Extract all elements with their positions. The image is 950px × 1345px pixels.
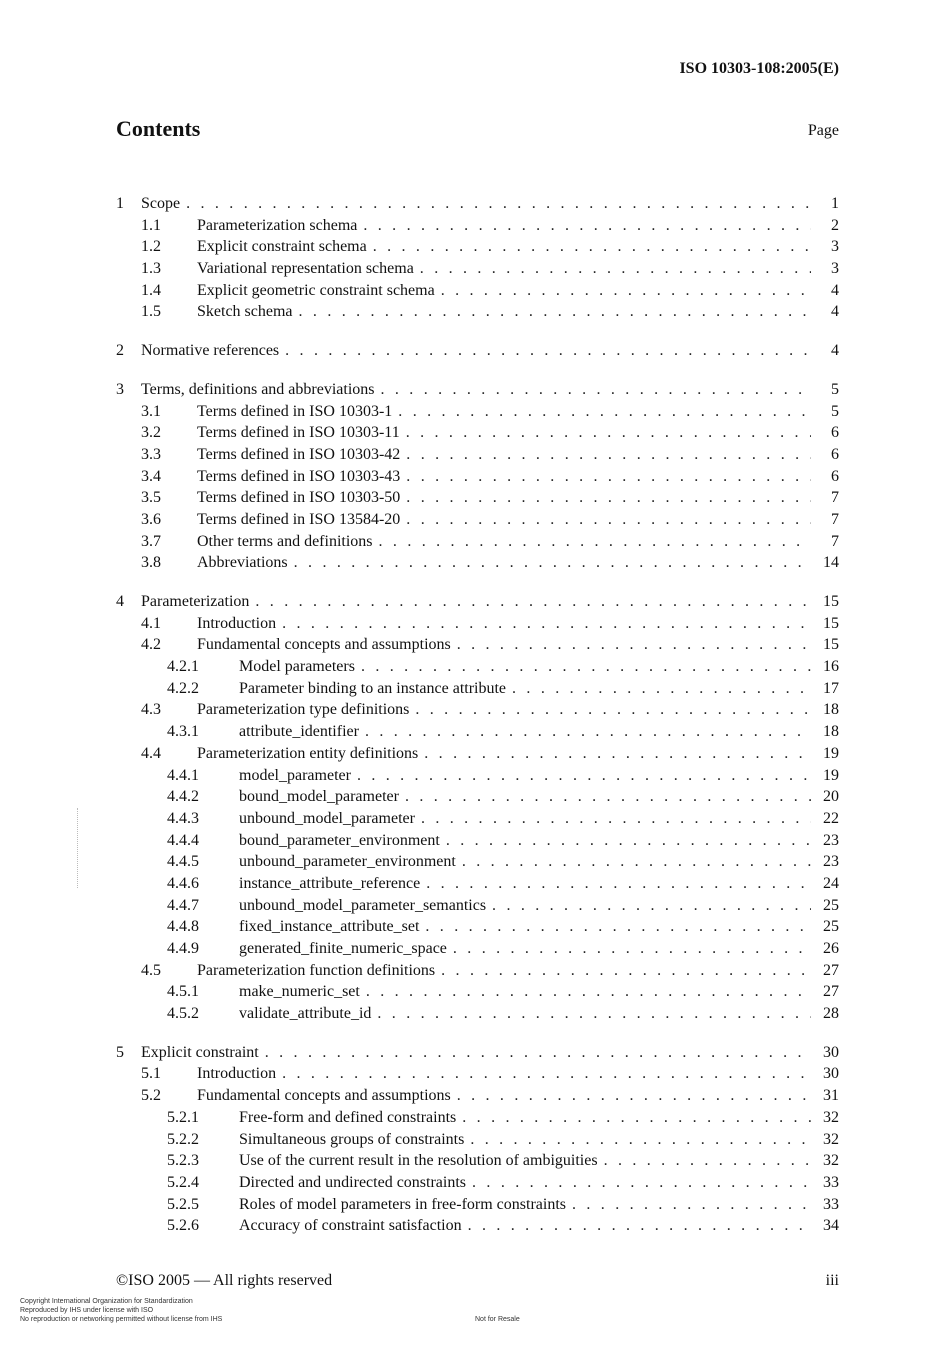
toc-leader-dots (359, 721, 811, 743)
toc-entry-number: 4.3.1 (167, 723, 199, 741)
toc-leader-dots (351, 765, 811, 787)
toc-entry[interactable] (116, 656, 839, 678)
toc-entry-page: 4 (831, 281, 839, 299)
toc-entry[interactable] (116, 1063, 839, 1085)
toc-entry-page: 32 (823, 1152, 839, 1170)
toc-entry-number: 3.2 (141, 424, 161, 442)
toc-entry-page: 27 (823, 961, 839, 979)
toc-entry-title: instance_attribute_reference (239, 874, 421, 892)
toc-leader-dots (259, 1042, 811, 1064)
toc-entry-page: 7 (831, 532, 839, 550)
toc-entry[interactable] (116, 678, 839, 700)
toc-entry-page: 25 (823, 918, 839, 936)
toc-entry-title: Terms defined in ISO 10303-1 (197, 402, 393, 420)
toc-leader-dots (418, 743, 811, 765)
toc-entry-number: 5.2.6 (167, 1217, 199, 1235)
toc-entry[interactable] (116, 591, 839, 613)
toc-entry-title: Accuracy of constraint satisfaction (239, 1217, 462, 1235)
toc-entry-title: Terms defined in ISO 10303-11 (197, 424, 400, 442)
toc-entry-page: 5 (831, 402, 839, 420)
toc-entry-title: Fundamental concepts and assumptions (197, 1087, 451, 1105)
toc-entry-title: unbound_model_parameter (239, 809, 415, 827)
toc-entry-page: 14 (823, 554, 839, 572)
toc-entry-number: 1 (116, 195, 124, 212)
toc-entry[interactable] (116, 613, 839, 635)
toc-entry-page: 19 (823, 766, 839, 784)
toc-entry-number: 5.2.4 (167, 1173, 199, 1191)
toc-leader-dots (293, 301, 811, 323)
toc-entry-page: 4 (831, 303, 839, 321)
toc-entry-number: 3.7 (141, 532, 161, 550)
toc-entry-page: 24 (823, 874, 839, 892)
toc-leader-dots (400, 444, 811, 466)
toc-entry[interactable] (116, 938, 839, 960)
toc-entry-title: Abbreviations (197, 554, 288, 572)
toc-entry-title: Other terms and definitions (197, 532, 373, 550)
toc-entry-title: Normative references (141, 342, 280, 360)
toc-entry-number: 4.5 (141, 961, 161, 979)
copyright-footer: ©ISO 2005 — All rights reserved (116, 1272, 333, 1289)
toc-entry[interactable] (116, 1215, 839, 1237)
toc-entry-number: 5.2.1 (167, 1108, 199, 1126)
toc-entry-number: 3.4 (141, 467, 161, 485)
toc-entry-title: Fundamental concepts and assumptions (197, 636, 451, 654)
toc-entry-number: 5.2 (141, 1087, 161, 1105)
toc-entry-number: 4.4.6 (167, 874, 199, 892)
toc-leader-dots (456, 851, 811, 873)
toc-entry-page: 32 (823, 1130, 839, 1148)
toc-entry-title: Parameterization entity definitions (197, 744, 419, 762)
toc-entry-title: validate_attribute_id (239, 1005, 372, 1023)
toc-entry-number: 4.4.7 (167, 896, 199, 914)
toc-entry-title: Terms defined in ISO 13584-20 (197, 510, 401, 528)
toc-leader-dots (180, 193, 811, 215)
toc-entry[interactable] (116, 301, 839, 323)
toc-entry-page: 2 (831, 216, 839, 234)
toc-entry-page: 7 (831, 510, 839, 528)
toc-entry[interactable] (116, 743, 839, 765)
toc-entry-number: 1.4 (141, 281, 161, 299)
toc-entry[interactable] (116, 1129, 839, 1151)
fine-print-line: No reproduction or networking permitted without license from IHS (20, 1316, 223, 1323)
toc-entry-page: 6 (831, 467, 839, 485)
toc-leader-dots (456, 1107, 811, 1129)
toc-entry-number: 4.4.3 (167, 809, 199, 827)
toc-entry[interactable] (116, 215, 839, 237)
toc-entry-title: Parameterization schema (197, 216, 358, 234)
page-title: Contents (116, 116, 201, 141)
toc-entry-page: 3 (831, 260, 839, 278)
toc-leader-dots (435, 960, 811, 982)
toc-entry[interactable] (116, 830, 839, 852)
toc-entry[interactable] (116, 444, 839, 466)
toc-section-group (116, 340, 839, 362)
toc-leader-dots (400, 509, 811, 531)
toc-entry-title: Variational representation schema (197, 260, 414, 278)
toc-entry[interactable] (116, 487, 839, 509)
toc-entry[interactable] (116, 916, 839, 938)
toc-entry-page: 31 (823, 1087, 839, 1105)
toc-leader-dots (400, 487, 811, 509)
page-column-label: Page (807, 122, 839, 139)
toc-entry-title: Sketch schema (197, 303, 293, 321)
toc-leader-dots (419, 916, 811, 938)
toc-entry-number: 1.1 (141, 216, 161, 234)
toc-entry-title: Parameterization (141, 593, 250, 610)
toc-entry[interactable] (116, 721, 839, 743)
toc-leader-dots (279, 340, 811, 362)
toc-entry-number: 4.4.1 (167, 766, 199, 784)
toc-entry-page: 30 (823, 1065, 839, 1083)
toc-entry-page: 25 (823, 896, 839, 914)
toc-entry[interactable] (116, 236, 839, 258)
toc-entry-page: 23 (823, 853, 839, 871)
toc-entry-page: 6 (831, 445, 839, 463)
toc-entry-title: Scope (141, 195, 181, 212)
toc-leader-dots (360, 981, 811, 1003)
toc-entry-number: 4.2 (141, 636, 161, 654)
toc-entry-title: Free-form and defined constraints (239, 1108, 457, 1126)
toc-entry-page: 27 (823, 983, 839, 1001)
toc-entry-number: 5.2.3 (167, 1152, 199, 1170)
toc-entry-page: 30 (823, 1043, 839, 1061)
toc-entry-page: 15 (823, 636, 839, 654)
toc-leader-dots (355, 656, 811, 678)
toc-entry[interactable] (116, 1042, 839, 1064)
toc-leader-dots (400, 422, 811, 444)
toc-entry-page: 22 (823, 809, 839, 827)
toc-section-group (116, 1042, 839, 1237)
toc-entry-number: 3.6 (141, 510, 161, 528)
toc-leader-dots (415, 808, 811, 830)
fine-print-line: Reproduced by IHS under license with ISO (20, 1307, 154, 1314)
toc-entry-number: 3 (116, 380, 124, 398)
toc-entry-number: 4.5.2 (167, 1005, 199, 1023)
toc-entry-number: 2 (116, 342, 124, 360)
toc-entry-number: 4.2.1 (167, 658, 199, 676)
toc-entry-number: 4.4.8 (167, 918, 199, 936)
toc-entry-number: 3.5 (141, 489, 161, 507)
toc-entry-title: unbound_parameter_environment (239, 853, 456, 871)
page-number: iii (825, 1272, 839, 1289)
license-fine-print (20, 1297, 222, 1324)
toc-entry-number: 3.1 (141, 402, 161, 420)
toc-leader-dots (451, 1085, 811, 1107)
toc-entry-page: 32 (823, 1108, 839, 1126)
toc-entry[interactable] (116, 851, 839, 873)
toc-entry-number: 4.4 (141, 744, 161, 762)
toc-entry-number: 4 (116, 593, 124, 610)
toc-entry[interactable] (116, 193, 839, 215)
toc-entry-title: unbound_model_parameter_semantics (239, 896, 487, 914)
toc-section-group (116, 379, 839, 574)
toc-entry[interactable] (116, 422, 839, 444)
toc-entry-page: 18 (823, 701, 839, 719)
toc-entry-title: Explicit constraint schema (197, 238, 367, 256)
toc-entry-page: 16 (823, 658, 839, 676)
toc-leader-dots (357, 215, 811, 237)
toc-leader-dots (598, 1150, 811, 1172)
toc-entry-page: 20 (823, 788, 839, 806)
toc-entry-title: attribute_identifier (239, 723, 359, 741)
toc-entry-number: 1.2 (141, 238, 161, 256)
toc-entry-title: Terms defined in ISO 10303-50 (197, 489, 401, 507)
toc-entry-page: 3 (831, 238, 839, 256)
toc-entry-page: 34 (823, 1217, 839, 1235)
toc-entry-number: 5.2.2 (167, 1130, 199, 1148)
toc-leader-dots (409, 699, 811, 721)
resale-note: Not for Resale (475, 1316, 520, 1323)
toc-leader-dots (466, 1172, 811, 1194)
toc-entry[interactable] (116, 280, 839, 302)
toc-entry-number: 4.4.9 (167, 940, 199, 957)
toc-entry-page: 15 (823, 614, 839, 632)
toc-leader-dots (276, 613, 811, 635)
toc-leader-dots (367, 236, 811, 258)
toc-leader-dots (447, 938, 811, 960)
toc-entry-title: Terms defined in ISO 10303-43 (197, 467, 401, 485)
toc-entry[interactable] (116, 873, 839, 895)
toc-entry[interactable] (116, 466, 839, 488)
toc-entry-number: 4.3 (141, 701, 161, 719)
toc-entry-number: 1.5 (141, 303, 161, 321)
toc-entry-page: 18 (823, 723, 839, 741)
toc-entry-number: 5.2.5 (167, 1195, 199, 1213)
toc-entry-title: Parameterization function definitions (197, 961, 436, 979)
toc-entry-number: 3.3 (141, 445, 161, 463)
toc-entry-title: Explicit constraint (141, 1043, 259, 1061)
toc-entry-page: 7 (831, 489, 839, 507)
toc-entry[interactable] (116, 960, 839, 982)
toc-entry[interactable] (116, 1085, 839, 1107)
toc-entry-page: 33 (823, 1195, 839, 1213)
toc-entry-title: Explicit geometric constraint schema (197, 281, 435, 299)
toc-entry-page: 26 (823, 940, 839, 957)
toc-entry-title: Parameter binding to an instance attribute (239, 679, 507, 697)
toc-leader-dots (414, 258, 811, 280)
toc-entry-title: Roles of model parameters in free-form constraints (239, 1195, 566, 1213)
toc-entry[interactable] (116, 1194, 839, 1216)
toc-entry-title: Parameterization type definitions (197, 701, 410, 719)
toc-entry-title: Introduction (197, 1065, 277, 1083)
toc-entry[interactable] (116, 1003, 839, 1025)
toc-entry-title: Terms defined in ISO 10303-42 (197, 445, 401, 463)
toc-entry-title: Terms, definitions and abbreviations (141, 380, 375, 398)
toc-leader-dots (400, 466, 811, 488)
toc-leader-dots (506, 678, 811, 700)
toc-leader-dots (435, 280, 811, 302)
toc-entry-page: 17 (823, 679, 839, 697)
toc-entry-title: Simultaneous groups of constraints (239, 1130, 465, 1148)
toc-entry-number: 4.1 (141, 614, 161, 632)
toc-leader-dots (566, 1194, 811, 1216)
toc-entry-title: Use of the current result in the resolution of ambiguities (239, 1152, 598, 1170)
toc-entry[interactable] (116, 1107, 839, 1129)
toc-entry-page: 33 (823, 1173, 839, 1191)
toc-leader-dots (249, 591, 811, 613)
toc-entry[interactable] (116, 765, 839, 787)
toc-entry-page: 23 (823, 831, 839, 849)
toc-entry-number: 4.4.2 (167, 788, 199, 806)
toc-entry-number: 4.4.5 (167, 853, 199, 871)
toc-entry[interactable] (116, 1172, 839, 1194)
toc-entry-title: Introduction (197, 614, 277, 632)
toc-entry-page: 5 (831, 380, 839, 398)
toc-entry-title: Directed and undirected constraints (239, 1173, 467, 1191)
toc-entry-title: bound_model_parameter (239, 788, 399, 806)
toc-entry[interactable] (116, 340, 839, 362)
toc-entry[interactable] (116, 981, 839, 1003)
toc-entry-title: fixed_instance_attribute_set (239, 918, 420, 936)
toc-entry[interactable] (116, 808, 839, 830)
toc-entry-number: 3.8 (141, 554, 161, 572)
toc-leader-dots (399, 786, 811, 808)
toc-section-group (116, 193, 839, 323)
toc-leader-dots (375, 379, 812, 401)
toc-entry-page: 15 (823, 593, 839, 610)
toc-entry-title: bound_parameter_environment (239, 831, 440, 849)
toc-entry-page: 6 (831, 424, 839, 442)
toc-entry[interactable] (116, 895, 839, 917)
toc-entry[interactable] (116, 552, 839, 574)
toc-entry[interactable] (116, 786, 839, 808)
toc-leader-dots (462, 1215, 811, 1237)
toc-leader-dots (392, 401, 811, 423)
toc-entry[interactable] (116, 401, 839, 423)
document-id-header: ISO 10303-108:2005(E) (679, 60, 839, 77)
fine-print-line: Copyright International Organization for Standardization (20, 1298, 193, 1305)
toc-entry[interactable] (116, 634, 839, 656)
toc-entry-title: Model parameters (239, 658, 355, 676)
margin-mark (77, 808, 79, 888)
toc-entry[interactable] (116, 509, 839, 531)
table-of-contents (116, 193, 839, 1254)
toc-leader-dots (464, 1129, 811, 1151)
toc-leader-dots (440, 830, 811, 852)
toc-leader-dots (373, 531, 811, 553)
toc-entry-number: 4.2.2 (167, 679, 199, 697)
toc-entry-number: 5.1 (141, 1065, 161, 1083)
toc-entry[interactable] (116, 379, 839, 401)
toc-entry-title: generated_finite_numeric_space (239, 940, 447, 957)
toc-entry[interactable] (116, 531, 839, 553)
toc-leader-dots (451, 634, 811, 656)
toc-section-group (116, 591, 839, 1025)
toc-entry-title: model_parameter (239, 766, 351, 784)
toc-entry-number: 1.3 (141, 260, 161, 278)
toc-entry[interactable] (116, 258, 839, 280)
toc-entry-page: 19 (823, 744, 839, 762)
toc-leader-dots (288, 552, 811, 574)
toc-entry-page: 1 (831, 195, 839, 212)
toc-entry-number: 4.5.1 (167, 983, 199, 1001)
toc-entry-page: 4 (831, 342, 839, 360)
toc-leader-dots (486, 895, 811, 917)
toc-leader-dots (371, 1003, 811, 1025)
toc-entry[interactable] (116, 699, 839, 721)
toc-leader-dots (276, 1063, 811, 1085)
toc-entry-title: make_numeric_set (239, 983, 360, 1001)
toc-entry[interactable] (116, 1150, 839, 1172)
toc-entry-number: 4.4.4 (167, 831, 199, 849)
toc-leader-dots (420, 873, 811, 895)
toc-entry-number: 5 (116, 1043, 124, 1061)
toc-entry-page: 28 (823, 1005, 839, 1023)
